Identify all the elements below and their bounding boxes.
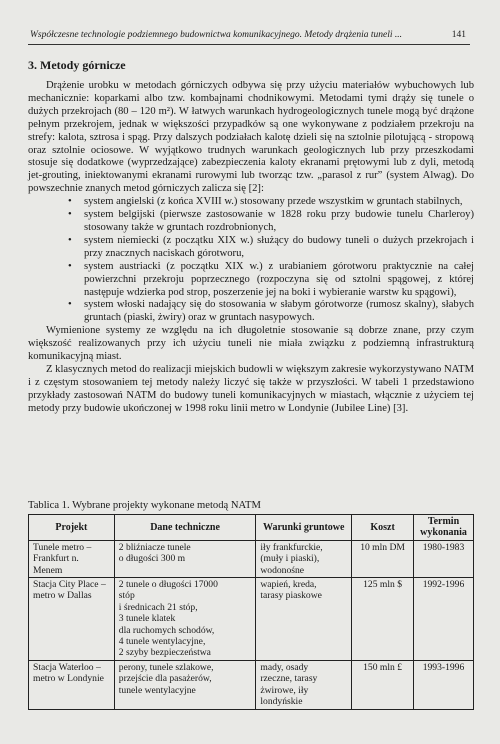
list-item: • system włoski nadający się do stosowania w słabym górotworze (rumosz skalny), słabych gruntach (piaski, żwiry) oraz w gruntach nasypowych. xyxy=(82,299,474,325)
cell-text: i średnicach 21 stóp, xyxy=(118,601,198,613)
cell-text: stóp xyxy=(118,590,135,602)
cell-termin xyxy=(414,578,474,661)
cell-text: 4 tunele wentylacyjne, xyxy=(118,636,206,648)
table-body xyxy=(29,540,474,709)
cell-text: Stacja Waterloo – xyxy=(33,661,101,673)
cell-text: 10 mln DM xyxy=(360,541,405,553)
cell-koszt xyxy=(352,540,414,577)
cell-text: Stacja City Place – xyxy=(33,579,106,591)
cell-text: 1992-1996 xyxy=(422,579,465,591)
cell-text: 125 mln $ xyxy=(363,579,403,591)
cell-text: iły frankfurckie, xyxy=(260,541,323,553)
cell-dane-techniczne xyxy=(114,578,256,661)
cell-text: 2 szyby bezpieczeństwa xyxy=(118,647,211,659)
cell-dane-techniczne xyxy=(114,660,256,709)
cell-text: perony, tunele szlakowe, xyxy=(118,661,214,673)
cell-text: dla ruchomych schodów, xyxy=(118,624,215,636)
cell-text: przejście dla pasażerów, xyxy=(118,673,212,685)
cell-warunki-gruntowe xyxy=(256,578,352,661)
cell-text: Menem xyxy=(33,564,63,576)
table-row xyxy=(29,660,474,709)
cell-text: tunele wentylacyjne xyxy=(118,684,196,696)
cell-text: Frankfurt n. xyxy=(33,553,79,565)
cell-text: 3 tunele klatek xyxy=(118,613,176,625)
cell-text: Tunele metro – xyxy=(33,541,92,553)
paragraph: Z klasycznych metod do realizacji miejskich budowli w większym zakresie wykorzystywano NATM i z częstym stosowaniem tej metody należy liczyć się także w przyszłości. W tabeli 1 przedstawiono przykłady zastosowań NATM do budowy tuneli komunikacyjnych w miastach, włącznie z użyciem tej metody przy budowie ukończonej w 1998 roku linii metro w Londynie (Jubilee Line) [3]. xyxy=(28,363,474,414)
cell-projekt xyxy=(29,578,115,661)
list-item: • system belgijski (pierwsze zastosowanie w 1828 roku przy budowie tunelu Charleroy) stosowany także w gruntach rozdrobnionych, xyxy=(82,209,474,235)
cell-text: (muły i piaski), xyxy=(260,553,320,565)
running-header xyxy=(28,28,470,45)
bullet-list xyxy=(28,196,474,325)
cell-text: 1993-1996 xyxy=(422,661,465,673)
cell-text: metro w Londynie xyxy=(33,673,104,685)
body-text xyxy=(28,80,474,416)
cell-koszt xyxy=(352,660,414,709)
cell-text: 150 mln £ xyxy=(363,661,403,673)
cell-termin xyxy=(414,660,474,709)
list-item: • system niemiecki (z początku XIX w.) służący do budowy tuneli o dużych przekrojach i przy znacznych naciskach górotworu, xyxy=(82,235,474,261)
table-row xyxy=(29,540,474,577)
column-header: Termin wykonania xyxy=(414,515,474,541)
page-number: 141 xyxy=(451,30,466,40)
cell-projekt xyxy=(29,540,115,577)
cell-text: 2 tunele o długości 17000 xyxy=(118,579,218,591)
running-header-title: Współczesne technologie podziemnego budownictwa komunikacyjnego. Metody drążenia tuneli ... xyxy=(30,30,403,40)
cell-text: 2 bliźniacze tunele xyxy=(118,541,191,553)
cell-warunki-gruntowe xyxy=(256,540,352,577)
cell-termin xyxy=(414,540,474,577)
cell-text: żwirowe, iły xyxy=(260,684,309,696)
table-header-row xyxy=(29,515,474,541)
cell-text: tarasy piaskowe xyxy=(260,590,322,602)
cell-text: londyńskie xyxy=(260,696,303,708)
cell-text: wodonośne xyxy=(260,564,305,576)
section-title: 3. Metody górnicze xyxy=(28,58,126,72)
column-header: Warunki gruntowe xyxy=(256,515,352,541)
table-row xyxy=(29,578,474,661)
cell-koszt xyxy=(352,578,414,661)
column-header: Dane techniczne xyxy=(114,515,256,541)
cell-text: metro w Dallas xyxy=(33,590,92,602)
list-item: • system angielski (z końca XVIII w.) stosowany przede wszystkim w gruntach stabilnych, xyxy=(82,196,474,209)
list-item: • system austriacki (z początku XIX w.) z urabianiem górotworu praktycznie na całej powierzchni przekroju poprzecznego (rozpoczyna się od sztolni spągowej, z której następuje wdzierka pod strop, poszerzenie jej na boki i wybieranie warstw ku spągowi), xyxy=(82,261,474,300)
cell-text: rzeczne, tarasy xyxy=(260,673,318,685)
column-header: Projekt xyxy=(29,515,115,541)
cell-text: mady, osady xyxy=(260,661,309,673)
cell-text: 1980-1983 xyxy=(422,541,465,553)
cell-warunki-gruntowe xyxy=(256,660,352,709)
cell-text: o długości 300 m xyxy=(118,553,186,565)
table-caption: Tablica 1. Wybrane projekty wykonane metodą NATM xyxy=(28,500,261,511)
cell-dane-techniczne xyxy=(114,540,256,577)
natm-projects-table xyxy=(28,514,474,710)
cell-text: wapień, kreda, xyxy=(260,579,317,591)
column-header: Koszt xyxy=(352,515,414,541)
paragraph: Drążenie urobku w metodach górniczych odbywa się przy użyciu materiałów wybuchowych lub mechanicznie: koparkami albo tzw. kombajnami chodnikowymi. Metodami tymi drąży się tunele o dużych przekrojach (80 – 120 m²). W łatwych warunkach hydrogeologicznych tunele mogą być drążone pełnym przekrojem, jednak w większości przypadków są one wykonywane z podziałem przekroju na strefy: kalota, sztrosa i spąg. Przy dalszych podziałach kalotę dzieli się na sztolnie pilotującą - stropową oraz sztolnie ociosowe. W wyjątkowo trudnych warunkach geologicznych lub przy przeszkodami stosuje się dodatkowe (wyprzedzające) zabezpieczenia kaloty ekranami prętowymi lub z dyli, metodą jet-grouting, iniektowanymi ekranami rurowymi lub tworząc tzw. „parasol z rur” (system Alwag). Do powszechnie znanych metod górniczych zalicza się [2]: xyxy=(28,80,474,195)
cell-projekt xyxy=(29,660,115,709)
paragraph: Wymienione systemy ze względu na ich długoletnie stosowanie są dobrze znane, przy czym większość realizowanych przy ich użyciu tuneli nie miała związku z podziemną infrastrukturą komunikacyjną miast. xyxy=(28,325,474,363)
